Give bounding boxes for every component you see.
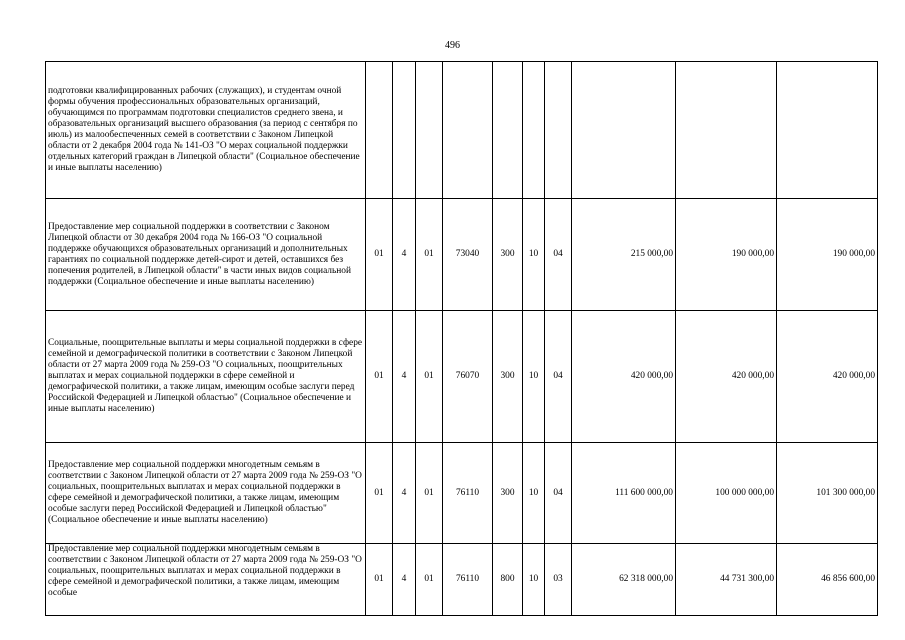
cell-code-3: 01: [416, 443, 443, 544]
cell-amount-1: 111 600 000,00: [572, 443, 676, 544]
cell-code-5: 300: [493, 443, 523, 544]
cell-amount-1: 62 318 000,00: [572, 544, 676, 616]
row-description: [46, 544, 366, 616]
cell-amount-3: 420 000,00: [777, 311, 878, 443]
cell-code-6: 10: [523, 443, 545, 544]
cell-code-4: 76070: [443, 311, 493, 443]
cell-code-1: 01: [366, 311, 393, 443]
cell-code-5: [493, 62, 523, 199]
cell-amount-3: [777, 62, 878, 199]
cell-amount-3: 101 300 000,00: [777, 443, 878, 544]
cell-code-5: 300: [493, 311, 523, 443]
cell-code-1: [366, 62, 393, 199]
cell-code-6: [523, 62, 545, 199]
cell-code-3: [416, 62, 443, 199]
cell-code-6: 10: [523, 199, 545, 311]
cell-code-6: 10: [523, 311, 545, 443]
cell-code-2: 4: [393, 311, 416, 443]
cell-code-3: 01: [416, 544, 443, 616]
table-row: [46, 311, 878, 443]
cell-amount-2: 190 000,00: [676, 199, 777, 311]
cell-amount-2: [676, 62, 777, 199]
cell-code-7: 04: [545, 199, 572, 311]
cell-code-2: 4: [393, 443, 416, 544]
cell-code-7: 04: [545, 311, 572, 443]
cell-code-5: 300: [493, 199, 523, 311]
cell-amount-1: 215 000,00: [572, 199, 676, 311]
page-number: 496: [445, 40, 460, 51]
cell-code-7: 03: [545, 544, 572, 616]
cell-code-7: 04: [545, 443, 572, 544]
cell-code-4: 76110: [443, 544, 493, 616]
cell-amount-1: [572, 62, 676, 199]
cell-code-5: 800: [493, 544, 523, 616]
cell-code-6: 10: [523, 544, 545, 616]
row-description: Предоставление мер социальной поддержки в соответствии с Законом Липецкой области от 30 декабря 2004 года № 166-ОЗ "О социальной поддержке обучающихся образовательных организаций и дополнительных гарантиях по социальной поддержке детей-сирот и детей, оставшихся без попечения родителей, в Липецкой области" в части иных видов социальной поддержки (Социальное обеспечение и иные выплаты населению): [46, 199, 366, 311]
cell-code-3: 01: [416, 311, 443, 443]
cell-amount-1: 420 000,00: [572, 311, 676, 443]
table-row: [46, 544, 878, 616]
cell-amount-2: 44 731 300,00: [676, 544, 777, 616]
table-row: [46, 443, 878, 544]
cell-amount-3: 46 856 600,00: [777, 544, 878, 616]
cell-code-4: [443, 62, 493, 199]
cell-code-1: 01: [366, 443, 393, 544]
cell-amount-2: 100 000 000,00: [676, 443, 777, 544]
cell-code-2: [393, 62, 416, 199]
budget-table: [45, 61, 878, 616]
table-row: [46, 199, 878, 311]
row-description-text: Предоставление мер социальной поддержки многодетным семьям в соответствии с Законом Липецкой области от 27 марта 2009 года № 259-ОЗ "О социальных, поощрительных выплатах и мерах социальной поддержки в сфере семейной и демографической политики, а также лицам, имеющим особые: [48, 544, 362, 598]
cell-code-3: 01: [416, 199, 443, 311]
row-description: Социальные, поощрительные выплаты и меры социальной поддержки в сфере семейной и демографической политики в соответствии с Законом Липецкой области от 27 марта 2009 года № 259-ОЗ "О социальных, поощрительных выплатах и мерах социальной поддержки в сфере семейной и демографической политики, а также лицам, имеющим особые заслуги перед Российской Федерацией и Липецкой областью" (Социальное обеспечение и иные выплаты населению): [46, 311, 366, 443]
cell-code-4: 76110: [443, 443, 493, 544]
cell-amount-2: 420 000,00: [676, 311, 777, 443]
table-row: [46, 62, 878, 199]
cell-code-4: 73040: [443, 199, 493, 311]
cell-code-2: 4: [393, 544, 416, 616]
row-description: Предоставление мер социальной поддержки многодетным семьям в соответствии с Законом Липецкой области от 27 марта 2009 года № 259-ОЗ "О социальных, поощрительных выплатах и мерах социальной поддержки в сфере семейной и демографической политики, а также лицам, имеющим особые заслуги перед Российской Федерацией и Липецкой областью" (Социальное обеспечение и иные выплаты населению): [46, 443, 366, 544]
cell-code-1: 01: [366, 544, 393, 616]
cell-amount-3: 190 000,00: [777, 199, 878, 311]
cell-code-1: 01: [366, 199, 393, 311]
cell-code-2: 4: [393, 199, 416, 311]
row-description: подготовки квалифицированных рабочих (служащих), и студентам очной формы обучения профессиональных образовательных организаций, обучающимся по программам подготовки специалистов среднего звена, и образовательных организаций высшего образования (за период с сентября по июль) из малообеспеченных семей в соответствии с Законом Липецкой области от 2 декабря 2004 года № 141-ОЗ "О мерах социальной поддержки отдельных категорий граждан в Липецкой области" (Социальное обеспечение и иные выплаты населению): [46, 62, 366, 199]
cell-code-7: [545, 62, 572, 199]
